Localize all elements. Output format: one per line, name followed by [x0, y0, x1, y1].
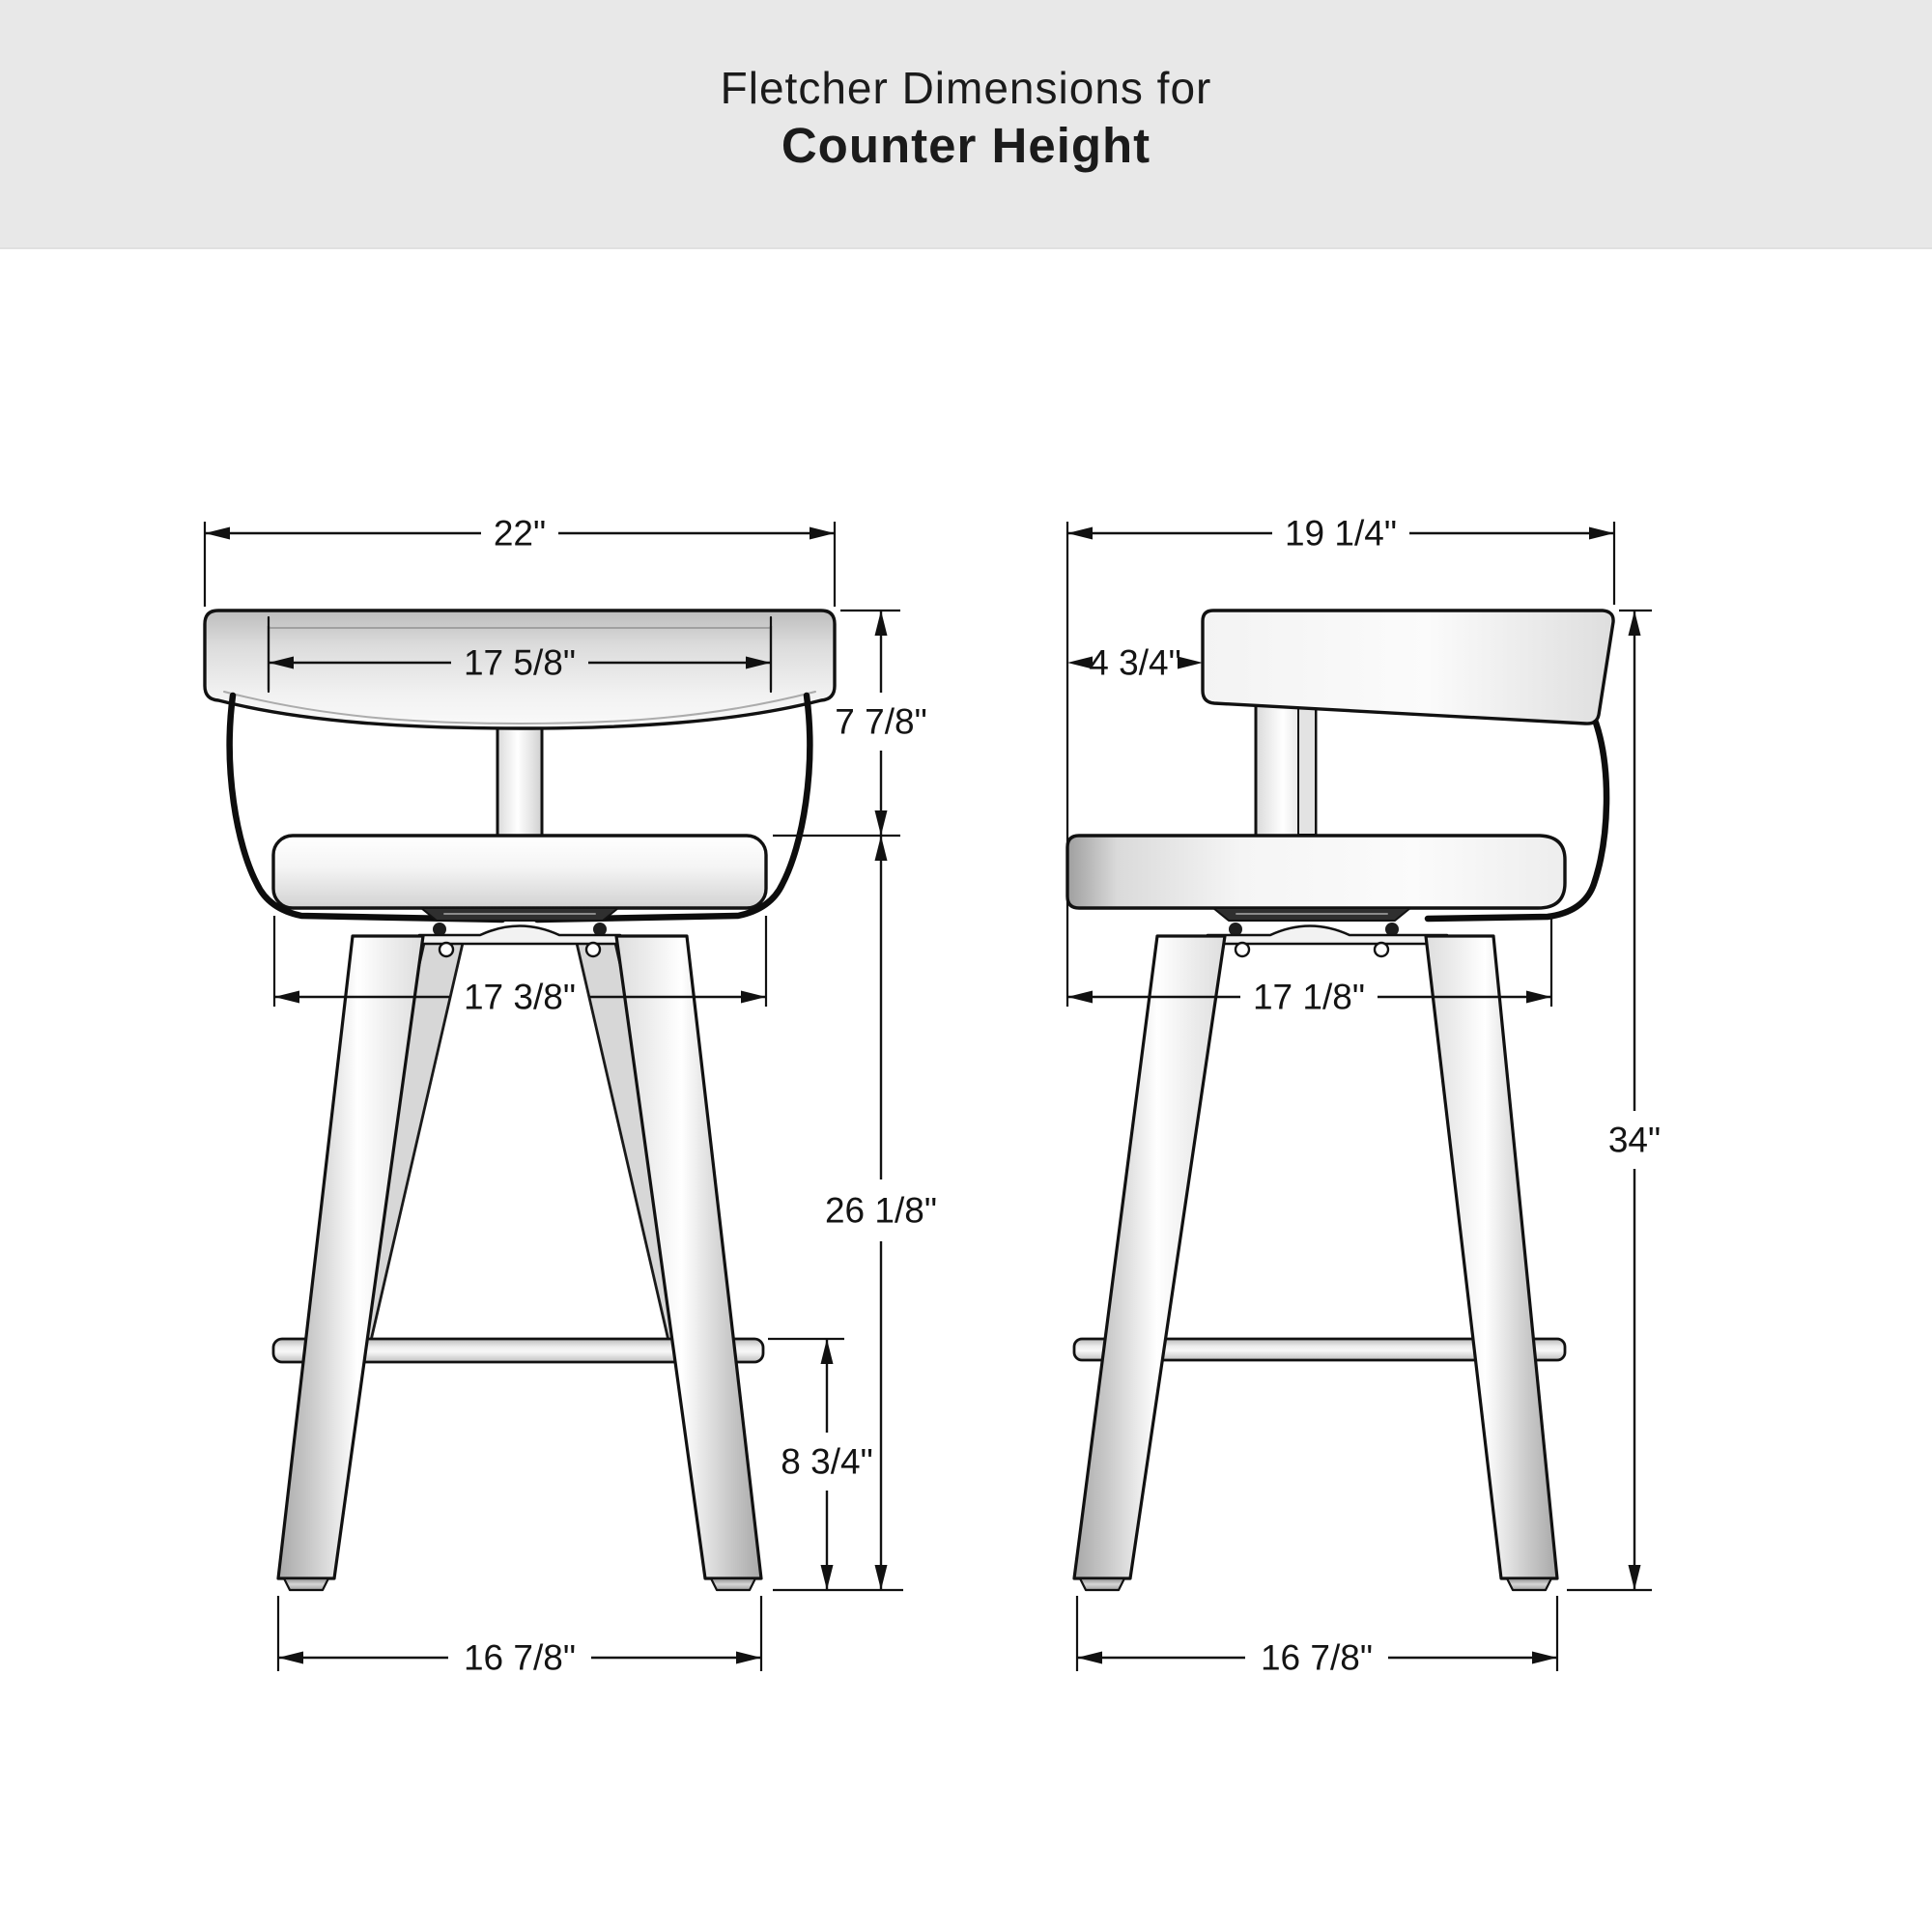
mount-bolt-side-right — [1375, 943, 1388, 956]
right-foot-glide — [711, 1578, 755, 1590]
dim-label-seat-height: 26 1/8" — [824, 1190, 938, 1231]
mount-bolt-right — [586, 943, 600, 956]
dim-label-overall-width: 22" — [493, 513, 547, 554]
backrest-side — [1203, 611, 1613, 724]
leg-mount-plate — [419, 926, 620, 945]
seat — [273, 836, 766, 908]
dim-label-overall-depth: 19 1/4" — [1284, 513, 1398, 554]
dim-label-overall-height: 34" — [1607, 1120, 1662, 1160]
front-foot-glide-side — [1507, 1578, 1551, 1590]
leg-mount-plate-side — [1208, 926, 1447, 945]
dim-label-backrest-height: 7 7/8" — [835, 701, 927, 742]
dim-overall-height — [1567, 611, 1661, 1590]
dim-backrest-depth — [1067, 643, 1203, 683]
backrest-post — [497, 717, 542, 838]
back-foot-glide-side — [1080, 1578, 1124, 1590]
seat-side — [1067, 836, 1565, 908]
dim-label-leg-span-width: 16 7/8" — [463, 1637, 577, 1678]
dim-label-seat-depth: 17 1/8" — [1252, 977, 1366, 1017]
stool-front-view — [205, 611, 835, 1590]
front-right-leg — [616, 936, 761, 1578]
dim-footrest-height — [768, 1339, 873, 1590]
dim-overall-width — [205, 514, 835, 608]
left-foot-glide — [284, 1578, 328, 1590]
mount-bolt-left — [440, 943, 453, 956]
page-title-line2: Counter Height — [781, 118, 1151, 174]
stool-side-view — [1067, 611, 1613, 1590]
dim-label-backrest-depth: 4 3/4" — [1089, 642, 1181, 683]
page-title-line1: Fletcher Dimensions for — [720, 63, 1212, 113]
backrest-post-side-bracket — [1298, 707, 1316, 835]
dim-label-footrest-height: 8 3/4" — [781, 1441, 873, 1482]
dim-label-seat-width: 17 3/8" — [463, 977, 577, 1017]
dim-label-backrest-inner-width: 17 5/8" — [463, 642, 577, 683]
dim-label-leg-span-depth: 16 7/8" — [1260, 1637, 1374, 1678]
back-leg-side — [1074, 936, 1225, 1578]
dim-leg-span-depth — [1077, 1596, 1557, 1678]
front-left-leg — [278, 936, 423, 1578]
front-leg-side — [1426, 936, 1557, 1578]
mount-bolt-side-left — [1236, 943, 1249, 956]
dim-leg-span-width — [278, 1596, 761, 1678]
